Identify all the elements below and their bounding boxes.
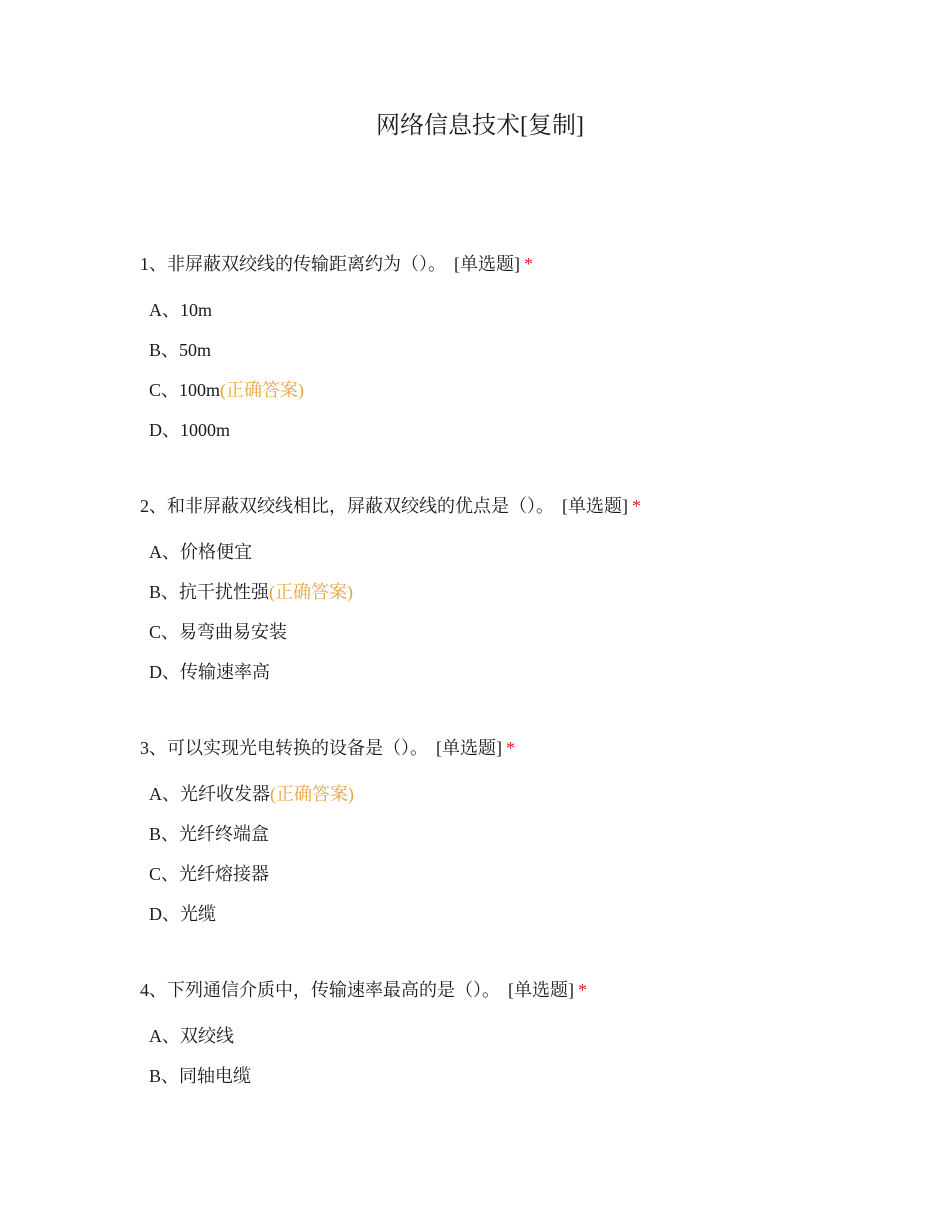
question-stem [140, 250, 860, 278]
option-d [149, 658, 860, 686]
option-text: A、价格便宜 [149, 542, 252, 562]
question-text: 2、和非屏蔽双绞线相比，屏蔽双绞线的优点是（）。 [140, 496, 554, 516]
question-type-label: [单选题] [454, 254, 520, 274]
option-list [140, 538, 860, 686]
correct-answer-tag: (正确答案) [220, 380, 305, 400]
question-type-label: [单选题] [436, 738, 502, 758]
question-type-label: [单选题] [508, 980, 574, 1000]
option-text: B、同轴电缆 [149, 1066, 252, 1086]
question-1 [140, 250, 860, 456]
option-list [140, 780, 860, 928]
option-text: C、光纤熔接器 [149, 864, 270, 884]
question-type-label: [单选题] [562, 496, 628, 516]
option-list [140, 296, 860, 444]
option-a [149, 780, 860, 808]
question-3 [140, 734, 860, 940]
question-text: 3、可以实现光电转换的设备是（）。 [140, 738, 428, 758]
option-a [149, 1022, 860, 1050]
question-stem [140, 734, 860, 762]
option-text: B、50m [149, 340, 212, 360]
question-2 [140, 492, 860, 698]
option-text: D、光缆 [149, 904, 216, 924]
question-4 [140, 976, 860, 1102]
question-stem [140, 976, 860, 1004]
option-c [149, 618, 860, 646]
question-stem [140, 492, 860, 520]
option-text: A、10m [149, 300, 212, 320]
option-c [149, 376, 860, 404]
required-marker: * [578, 980, 587, 1000]
option-d [149, 416, 860, 444]
option-b [149, 1062, 860, 1090]
option-text: D、1000m [149, 420, 230, 440]
option-text: C、100m [149, 380, 221, 400]
option-text: A、双绞线 [149, 1026, 234, 1046]
option-b [149, 578, 860, 606]
page-title: 网络信息技术[复制] [376, 113, 584, 139]
correct-answer-tag: (正确答案) [270, 784, 354, 804]
option-c [149, 860, 860, 888]
required-marker: * [524, 254, 533, 274]
option-a [149, 296, 860, 324]
question-text: 1、非屏蔽双绞线的传输距离约为（）。 [140, 254, 446, 274]
option-d [149, 900, 860, 928]
required-marker: * [632, 496, 641, 516]
option-text: D、传输速率高 [149, 662, 270, 682]
option-a [149, 538, 860, 566]
option-b [149, 336, 860, 364]
option-list [140, 1022, 860, 1090]
correct-answer-tag: (正确答案) [269, 582, 354, 602]
option-text: C、易弯曲易安装 [149, 622, 288, 642]
required-marker: * [506, 738, 515, 758]
option-text: B、抗干扰性强 [149, 582, 270, 602]
question-text: 4、下列通信介质中，传输速率最高的是（）。 [140, 980, 500, 1000]
option-text: B、光纤终端盒 [149, 824, 270, 844]
option-b [149, 820, 860, 848]
option-text: A、光纤收发器 [149, 784, 270, 804]
